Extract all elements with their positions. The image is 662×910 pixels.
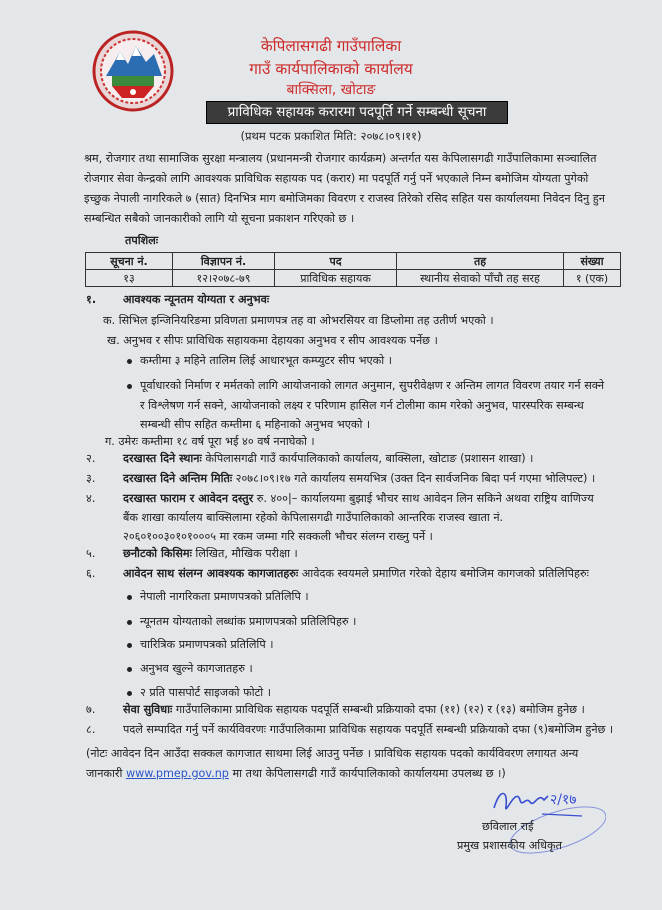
document-item: अनुभव खुल्ने कागजातहरु । <box>140 662 253 675</box>
document-item: चारित्रिक प्रमाणपत्रको प्रतिलिपि । <box>140 638 274 651</box>
office-name: गाउँ कार्यपालिकाको कार्यालय <box>249 60 413 78</box>
note-line-2 <box>86 766 506 781</box>
skill-item: कम्तीमा ३ महिने तालिम लिई आधारभूत कम्प्युटर सीप भएको । <box>140 354 392 367</box>
cell-level: स्थानीय सेवाको पाँचौ तह सरह <box>397 270 564 287</box>
col-ad-no: विज्ञापन नं. <box>173 253 275 270</box>
section1-heading: आवश्यक न्यूनतम योग्यता र अनुभवः <box>123 293 270 306</box>
note-text: जानकारी <box>86 767 126 780</box>
item-label: सेवा सुविधाः <box>123 703 173 716</box>
item-number: ६. <box>86 567 96 580</box>
note-text: मा तथा केपिलासगढी गाउँ कार्यपालिकाको कार्यालयमा उपलब्ध छ ।) <box>228 767 506 780</box>
signature-date: २/१७ <box>550 792 577 808</box>
municipality-name: केपिलासगढी गाउँपालिका <box>260 37 402 55</box>
section1-number: १. <box>86 293 97 306</box>
item-4-cont: २०६०१००३०१०१०००५ मा रकम जम्मा गरि सक्कली भौचर संलग्न राख्नु पर्ने । <box>123 530 433 543</box>
item-5 <box>123 546 298 561</box>
bullet-icon <box>127 359 132 364</box>
intro-line: रोजगार सेवा केन्द्रको लागि आवश्यक प्राविधिक सहायक पद (करार) मा पदपूर्ति गर्नु पर्ने भएकाले निम्न बमोजिम योग्यता पुगेको <box>84 172 589 185</box>
item-text: लिखित, मौखिक परीक्षा । <box>191 547 298 560</box>
document-item: नेपाली नागरिकता प्रमाणपत्रको प्रतिलिपि । <box>140 590 309 603</box>
note-line: (नोटः आवेदन दिन आउँदा सक्कल कागजात साथमा लिई आउनु पर्नेछ । प्राविधिक सहायक पदको कार्यविवरण लगायत अन्य <box>86 747 579 760</box>
item-text: गाउँपालिकामा प्राविधिक सहायक पदपूर्ति सम्बन्धी प्रक्रियाको दफा (११) (१२) र (१३) बमोजिम हुनेछ । <box>172 703 585 716</box>
intro-line: श्रम, रोजगार तथा सामाजिक सुरक्षा मन्त्रालय (प्रधानमन्त्री रोजगार कार्यक्रम) अन्तर्गत यस केपिलासगढी गाउँपालिकामा सञ्चालित <box>84 152 597 165</box>
item-text: २०७८।०९।१७ गते कार्यालय समयभित्र (उक्त दिन सार्वजनिक बिदा पर्न गएमा भोलिपल्ट) । <box>232 472 596 485</box>
item-label: दरखास्त दिने अन्तिम मितिः <box>123 472 233 485</box>
section1-kha: ख. अनुभव र सीपः प्राविधिक सहायकमा देहायका अनुभव र सीप आवश्यक पर्नेछ । <box>107 334 438 347</box>
cell-count: १ (एक) <box>564 270 621 287</box>
tapasil-label: तपशिलः <box>125 234 159 247</box>
item-text: आवेदक स्वयमले प्रमाणित गरेको देहाय बमोजिम कागजको प्रतिलिपिहरुः <box>298 567 589 580</box>
col-post: पद <box>275 253 397 270</box>
item-2 <box>123 451 533 466</box>
intro-line: सम्बन्धित सबैको जानकारीको लागि यो सूचना प्रकाशन गरिएको छ । <box>84 212 355 225</box>
item-number: ३. <box>86 472 96 485</box>
table-header-row <box>86 253 621 270</box>
item-label: दरखास्त दिने स्थानः <box>123 452 202 465</box>
document-item: २ प्रति पासपोर्ट साइजको फोटो । <box>140 686 271 699</box>
item-8: पदले सम्पादित गर्नु पर्ने कार्यविवरणः गाउँपालिकामा प्राविधिक सहायक पदपूर्ति सम्बन्धी प्रक्रियाको दफा (९)बमोजिम हुनेछ । <box>123 723 614 736</box>
item-3 <box>123 471 595 486</box>
publication-date: (प्रथम पटक प्रकाशित मिति: २०७८।०९।११) <box>240 129 422 143</box>
section1-ga: ग. उमेरः कम्तीमा १८ वर्ष पूरा भई ४० वर्ष ननाघेको । <box>105 435 315 448</box>
skill-item-cont: सम्बन्धी सीप सहित कम्तीमा ६ महिनाको अनुभव भएको । <box>140 418 371 431</box>
bullet-icon <box>127 667 132 672</box>
bullet-icon <box>127 643 132 648</box>
cell-ad-no: १२।२०७८-७९ <box>173 270 275 287</box>
col-notice-no: सूचना नं. <box>86 253 173 270</box>
item-number: ७. <box>86 703 96 716</box>
pmep-link[interactable]: www.pmep.gov.np <box>125 767 229 780</box>
section1-ka: क. सिभिल इन्जिनियरिङमा प्रविणता प्रमाणपत्र तह वा ओभरसियर वा डिप्लोमा तह उतीर्ण भएको । <box>103 314 494 327</box>
bullet-icon <box>127 620 132 625</box>
vacancy-table <box>85 252 621 287</box>
item-label: छनौटको किसिमः <box>123 547 192 560</box>
item-number: २. <box>86 452 96 465</box>
item-label: आवेदन साथ संलग्न आवश्यक कागजातहरुः <box>123 567 299 580</box>
signatory-name: छविलाल राई <box>482 820 534 833</box>
office-address: बाक्सिला, खोटाङ <box>286 82 376 98</box>
cell-post: प्राविधिक सहायक <box>275 270 397 287</box>
intro-line: इच्छुक नेपाली नागरिकले ७ (सात) दिनभित्र माग बमोजिमका विवरण र राजस्व तिरेको रसिद सहित यस कार्यालयमा निवेदन दिनु हुन <box>84 192 605 205</box>
signatory-title: प्रमुख प्रशासकीय अधिकृत <box>457 839 563 852</box>
skill-item-cont: र विश्लेषण गर्न सक्ने, आयोजनाको लक्ष्य र परिणाम हासिल गर्न टोलीमा काम गरेको अनुभव, पारस्परिक सम्बन्ध <box>140 399 584 412</box>
notice-title: प्राविधिक सहायक करारमा पदपूर्ति गर्ने सम्बन्धी सूचना <box>206 101 508 124</box>
item-text: रु. ४००|– कार्यालयमा बुझाई भौचर साथ आवेदन लिन सकिने अथवा राष्ट्रिय वाणिज्य <box>253 492 594 505</box>
bullet-icon <box>127 384 132 389</box>
item-number: ४. <box>86 492 96 505</box>
item-text: केपिलासगढी गाउँ कार्यपालिकाको कार्यालय, बाक्सिला, खोटाङ (प्रशासन शाखा) । <box>201 452 534 465</box>
table-row <box>86 270 621 287</box>
item-4-cont: बैंक शाखा कार्यालय बाक्सिलामा रहेको केपिलासगढी गाउँपालिकाको आन्तरिक राजस्व खाता नं. <box>123 511 504 524</box>
col-level: तह <box>397 253 564 270</box>
item-number: ८. <box>86 723 96 736</box>
col-count: संख्या <box>564 253 621 270</box>
cell-notice-no: १३ <box>86 270 173 287</box>
skill-item: पूर्वाधारको निर्माण र मर्मतको लागि आयोजनाको लागत अनुमान, सुपरीवेक्षण र अन्तिम लागत विवरण तयार गर्न सक्ने <box>140 379 605 392</box>
item-4 <box>123 491 594 506</box>
document-item: न्यूनतम योग्यताको लब्धांक प्रमाणपत्रको प्रतिलिपिहरु । <box>140 615 357 628</box>
item-label: दरखास्त फाराम र आवेदन दस्तुर <box>123 492 254 505</box>
item-6 <box>123 566 589 581</box>
item-number: ५. <box>86 547 96 560</box>
bullet-icon <box>127 595 132 600</box>
bullet-icon <box>127 691 132 696</box>
item-7 <box>123 702 585 717</box>
